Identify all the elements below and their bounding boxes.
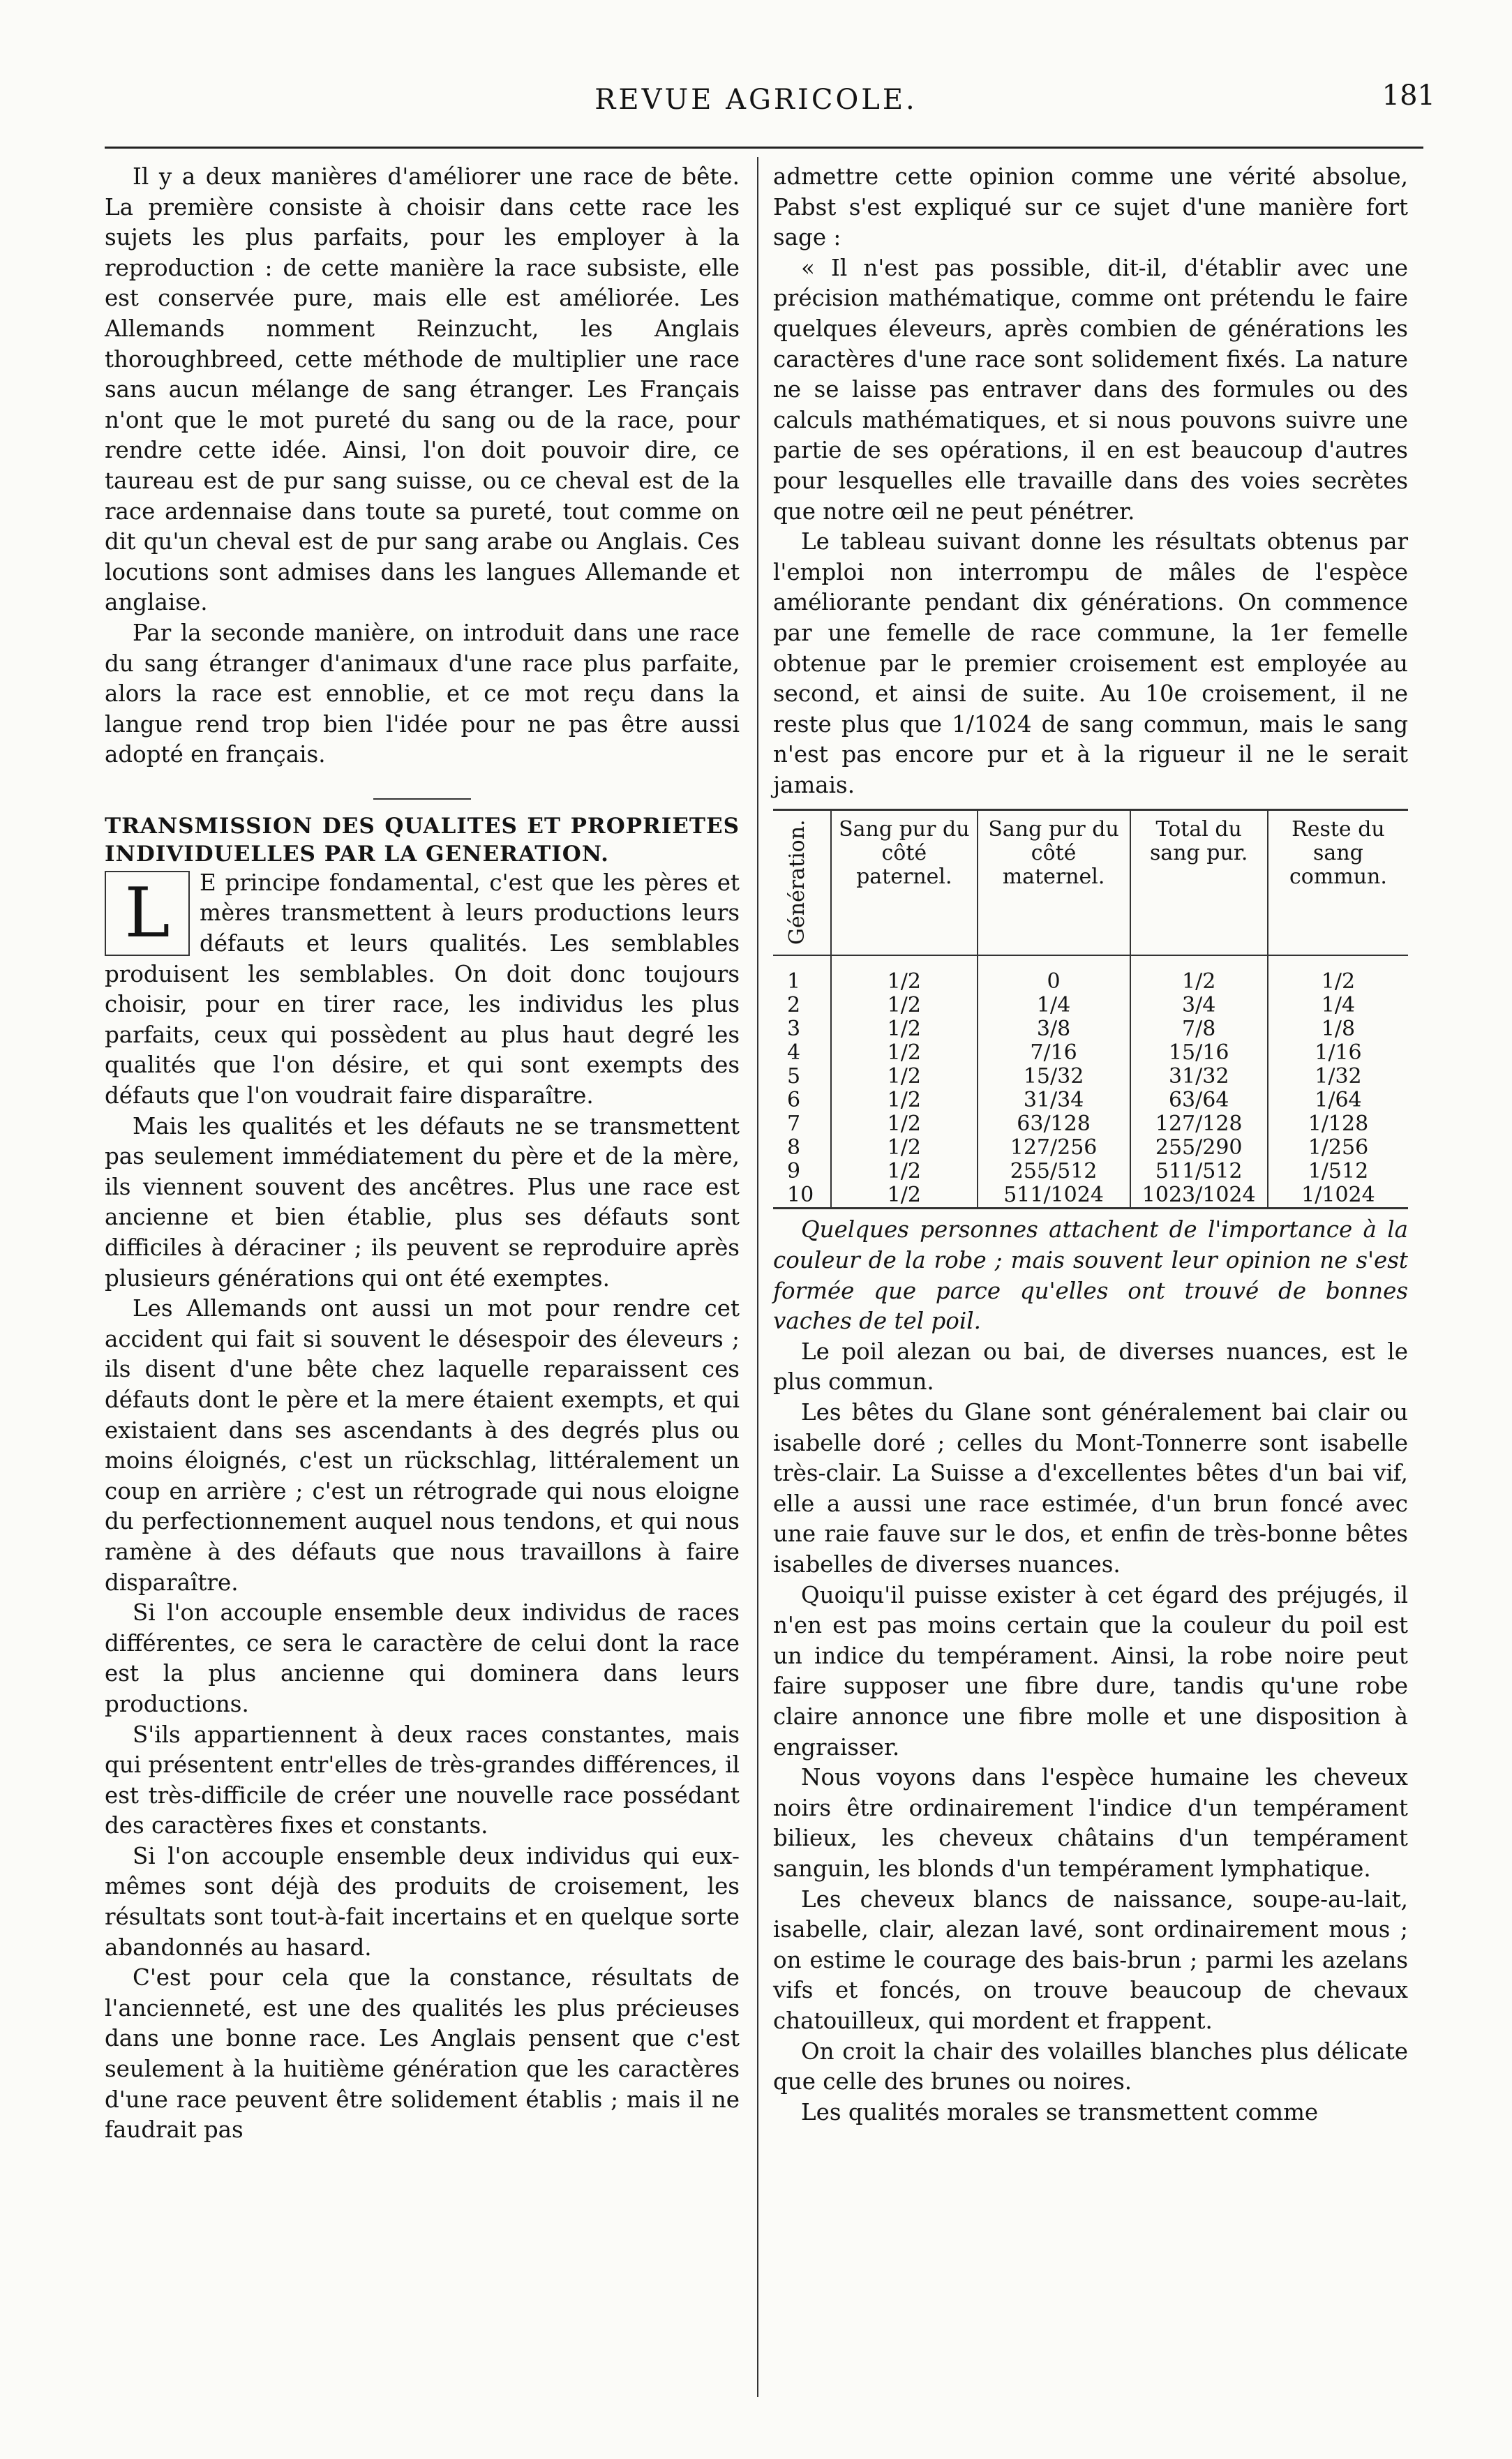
- paragraph: Il y a deux manières d'améliorer une race de bête. La première consiste à choisir dans cette race les sujets les plus parfaits, pour les employer à la reproduction : de cette manière la race subsiste, elle est conservée pure, mais elle est améliorée. Les Allemands nomment Reinzucht, les Anglais thoroughbreed, cette méthode de multiplier une race sans aucun mélange de sang étranger. Les Français n'ont que le mot pureté du sang ou de la race, pour rendre cette idée. Ainsi, l'on doit pouvoir dire, ce taureau est de pur sang suisse, ou ce cheval est de la race ardennaise dans toute sa pureté, tout comme on dit qu'un cheval est de pur sang arabe ou Anglais. Ces locutions sont admises dans les langues Allemande et anglaise.: [105, 163, 740, 616]
- table-cell: 1/2: [1268, 955, 1408, 994]
- right-column: [773, 162, 1408, 2128]
- paragraph: Mais les qualités et les défauts ne se transmettent pas seulement immédiatement du père et de la mère, ils viennent souvent des ancêtres. Plus une race est ancienne et bien établie, plus ses défauts sont difficiles à déraciner ; ils peuvent se reproduire après plusieurs générations qui ont été exemptes.: [105, 1112, 740, 1292]
- table-cell: 1/2: [831, 955, 978, 994]
- left-column: [105, 162, 740, 2146]
- table-cell: 1: [787, 969, 801, 994]
- paragraph: C'est pour cela que la constance, résultats de l'ancienneté, est une des qualités les plus précieuses dans une bonne race. Les Anglais pensent que c'est seulement à la huitième génération que les caractères d'une race peuvent être solidement établis ; mais il ne faudrait pas: [105, 1964, 740, 2144]
- table-cell: 2: [787, 993, 801, 1018]
- table-cell: 4: [787, 1040, 801, 1066]
- paragraph: « Il n'est pas possible, dit-il, d'établir avec une précision mathématique, comme ont prétendu le faire quelques éleveurs, après combien de générations les caractères d'une race sont solidement fixés. La nature ne se laisse pas entraver dans des formules ou des calculs mathématiques, et si nous pouvons suivre une partie de ses opérations, il en est beaucoup d'autres pour lesquelles elle travaille dans des voies secrètes que notre œil ne peut pénétrer.: [773, 254, 1408, 525]
- table-cell: 1/1024: [1268, 1183, 1408, 1209]
- table-cell: 31/32: [1130, 1065, 1268, 1089]
- table-cell: 1/512: [1268, 1160, 1408, 1183]
- table-row: [773, 1160, 1408, 1183]
- table-header-cell: Reste du sang commun.: [1268, 810, 1408, 956]
- table-cell: 127/256: [978, 1136, 1130, 1160]
- table-cell: 3: [787, 1017, 801, 1042]
- table-cell: 7/8: [1130, 1017, 1268, 1041]
- table-cell: 1/256: [1268, 1136, 1408, 1160]
- table-cell: 9: [787, 1159, 801, 1184]
- table-cell: 511/1024: [978, 1183, 1130, 1209]
- table-cell: 1/2: [831, 1183, 978, 1209]
- paragraph: Si l'on accouple ensemble deux individus de races différentes, ce sera le caractère de celui dont la race est la plus ancienne qui dominera dans leurs productions.: [105, 1599, 740, 1717]
- table-cell: 63/64: [1130, 1089, 1268, 1112]
- header-rule: [105, 147, 1423, 149]
- table-cell: 7: [787, 1112, 801, 1137]
- paragraph: admettre cette opinion comme une vérité absolue, Pabst s'est expliqué sur ce sujet d'une manière fort sage :: [773, 163, 1408, 251]
- generation-table: [773, 809, 1408, 1209]
- paragraph: E principe fondamental, c'est que les pères et mères transmettent à leurs productions leurs défauts et leurs qualités. Les semblables produisent les semblables. On doit donc toujours choisir, pour en tirer race, les individus les plus parfaits, ceux qui possèdent au plus haut degré les qualités que l'on désire, et qui sont exempts des défauts que l'on voudrait faire disparaître.: [105, 869, 740, 1109]
- table-row: [773, 1089, 1408, 1112]
- table-row: [773, 955, 1408, 994]
- table-cell: 1023/1024: [1130, 1183, 1268, 1209]
- section-rule: [373, 798, 471, 800]
- table-cell: 31/34: [978, 1089, 1130, 1112]
- paragraph: S'ils appartiennent à deux races constantes, mais qui présentent entr'elles de très-grandes différences, il est très-difficile de créer une nouvelle race possédant des caractères fixes et constants.: [105, 1721, 740, 1839]
- table-header-cell: Sang pur du côté paternel.: [831, 810, 978, 956]
- page-number: 181: [1382, 80, 1435, 112]
- table-header-cell: Total du sang pur.: [1130, 810, 1268, 956]
- table-cell: 0: [978, 955, 1130, 994]
- table-cell: 10: [787, 1183, 814, 1208]
- table-cell: 1/128: [1268, 1112, 1408, 1136]
- table-cell: 1/2: [1130, 955, 1268, 994]
- paragraph: Par la seconde manière, on introduit dans une race du sang étranger d'animaux d'une race plus parfaite, alors la race est ennoblie, et ce mot reçu dans la langue rend trop bien l'idée pour ne pas être aussi adopté en français.: [105, 619, 740, 768]
- dropcap-letter: L: [105, 871, 190, 956]
- table-cell: 1/2: [831, 994, 978, 1017]
- table-cell: 1/16: [1268, 1041, 1408, 1065]
- paragraph: Les bêtes du Glane sont généralement bai clair ou isabelle doré ; celles du Mont-Tonnerre sont isabelle très-clair. La Suisse a d'excellentes bêtes d'un bai vif, elle a aussi une race estimée, d'un brun foncé avec une raie fauve sur le dos, et enfin de très-bonne bêtes isabelles de diverses nuances.: [773, 1399, 1408, 1578]
- paragraph: Quoiqu'il puisse exister à cet égard des préjugés, il n'en est pas moins certain que la couleur du poil est un indice du tempérament. Ainsi, la robe noire peut faire supposer une fibre dure, tandis qu'une robe claire annonce une fibre molle et une disposition à engraisser.: [773, 1581, 1408, 1761]
- table-row: [773, 1065, 1408, 1089]
- section-title: TRANSMISSION DES QUALITES ET PROPRIETES INDIVIDUELLES PAR LA GENERATION.: [105, 813, 740, 867]
- table-row: [773, 1183, 1408, 1209]
- paragraph: Le tableau suivant donne les résultats obtenus par l'emploi non interrompu de mâles de l'espèce améliorante pendant dix générations. On commence par une femelle de race commune, la 1er femelle obtenue par le premier croisement est employée au second, et ainsi de suite. Au 10e croisement, il ne reste plus que 1/1024 de sang commun, mais le sang n'est pas encore pur et à la rigueur il ne le serait jamais.: [773, 528, 1408, 798]
- table-cell: 3/8: [978, 1017, 1130, 1041]
- table-cell: 63/128: [978, 1112, 1130, 1136]
- table-cell: 6: [787, 1088, 801, 1113]
- table-cell: 255/512: [978, 1160, 1130, 1183]
- table-cell: 1/2: [831, 1160, 978, 1183]
- table-cell: 7/16: [978, 1041, 1130, 1065]
- column-divider: [757, 157, 758, 2397]
- table-row: [773, 1017, 1408, 1041]
- table-cell: 8: [787, 1135, 801, 1160]
- table-header-row: [773, 810, 1408, 956]
- table-cell: 127/128: [1130, 1112, 1268, 1136]
- table-cell: 255/290: [1130, 1136, 1268, 1160]
- table-cell: 1/8: [1268, 1017, 1408, 1041]
- table-cell: 1/2: [831, 1112, 978, 1136]
- table-cell: 1/2: [831, 1089, 978, 1112]
- table-cell: 1/2: [831, 1041, 978, 1065]
- table-cell: 1/2: [831, 1065, 978, 1089]
- table-cell: 511/512: [1130, 1160, 1268, 1183]
- paragraph: Nous voyons dans l'espèce humaine les cheveux noirs être ordinairement l'indice d'un tempérament bilieux, les cheveux châtains d'un tempérament sanguin, les blonds d'un tempérament lymphatique.: [773, 1764, 1408, 1882]
- table-cell: 15/16: [1130, 1041, 1268, 1065]
- paragraph: Les Allemands ont aussi un mot pour rendre cet accident qui fait si souvent le désespoir des éleveurs ; ils disent d'une bête chez laquelle reparaissent ces défauts dont le père et la mere étaient exempts, et qui existaient dans ses ascendants à des degrés plus ou moins éloignés, c'est un rückschlag, littéralement un coup en arrière ; c'est un rétrograde qui nous eloigne du perfectionnement auquel nous tendons, et qui nous ramène à des défauts que nous travaillons à faire disparaître.: [105, 1295, 740, 1596]
- table-cell: 1/64: [1268, 1089, 1408, 1112]
- table-row: [773, 994, 1408, 1017]
- table-cell: 1/32: [1268, 1065, 1408, 1089]
- table-row: [773, 1112, 1408, 1136]
- table-cell: 1/4: [1268, 994, 1408, 1017]
- table-cell: 15/32: [978, 1065, 1130, 1089]
- paragraph: Les qualités morales se transmettent comme: [801, 2098, 1319, 2125]
- table-cell: 1/4: [978, 994, 1130, 1017]
- paragraph: Le poil alezan ou bai, de diverses nuances, est le plus commun.: [773, 1338, 1408, 1396]
- paragraph: Si l'on accouple ensemble deux individus qui eux-mêmes sont déjà des produits de croisement, les résultats sont tout-à-fait incertains et en quelque sorte abandonnés au hasard.: [105, 1842, 740, 1961]
- table-body: [773, 955, 1408, 1209]
- table-cell: 1/2: [831, 1017, 978, 1041]
- table-row: [773, 1041, 1408, 1065]
- table-cell: 1/2: [831, 1136, 978, 1160]
- table-header-cell: Sang pur du côté maternel.: [978, 810, 1130, 956]
- paragraph: On croit la chair des volailles blanches plus délicate que celle des brunes ou noires.: [773, 2038, 1408, 2095]
- table-cell: 5: [787, 1064, 801, 1089]
- running-header: REVUE AGRICOLE.: [594, 84, 918, 116]
- table-row: [773, 1136, 1408, 1160]
- paragraph: Quelques personnes attachent de l'importance à la couleur de la robe ; mais souvent leur opinion ne s'est formée que parce qu'elles ont trouvé de bonnes vaches de tel poil.: [773, 1216, 1408, 1335]
- paragraph: Les cheveux blancs de naissance, soupe-au-lait, isabelle, clair, alezan lavé, sont ordinairement mous ; on estime le courage des bais-brun ; parmi les azelans vifs et foncés, on trouve beaucoup de chevaux chatouilleux, qui mordent et frappent.: [773, 1885, 1408, 2034]
- table-header-cell: Génération.: [785, 819, 809, 946]
- table-cell: 3/4: [1130, 994, 1268, 1017]
